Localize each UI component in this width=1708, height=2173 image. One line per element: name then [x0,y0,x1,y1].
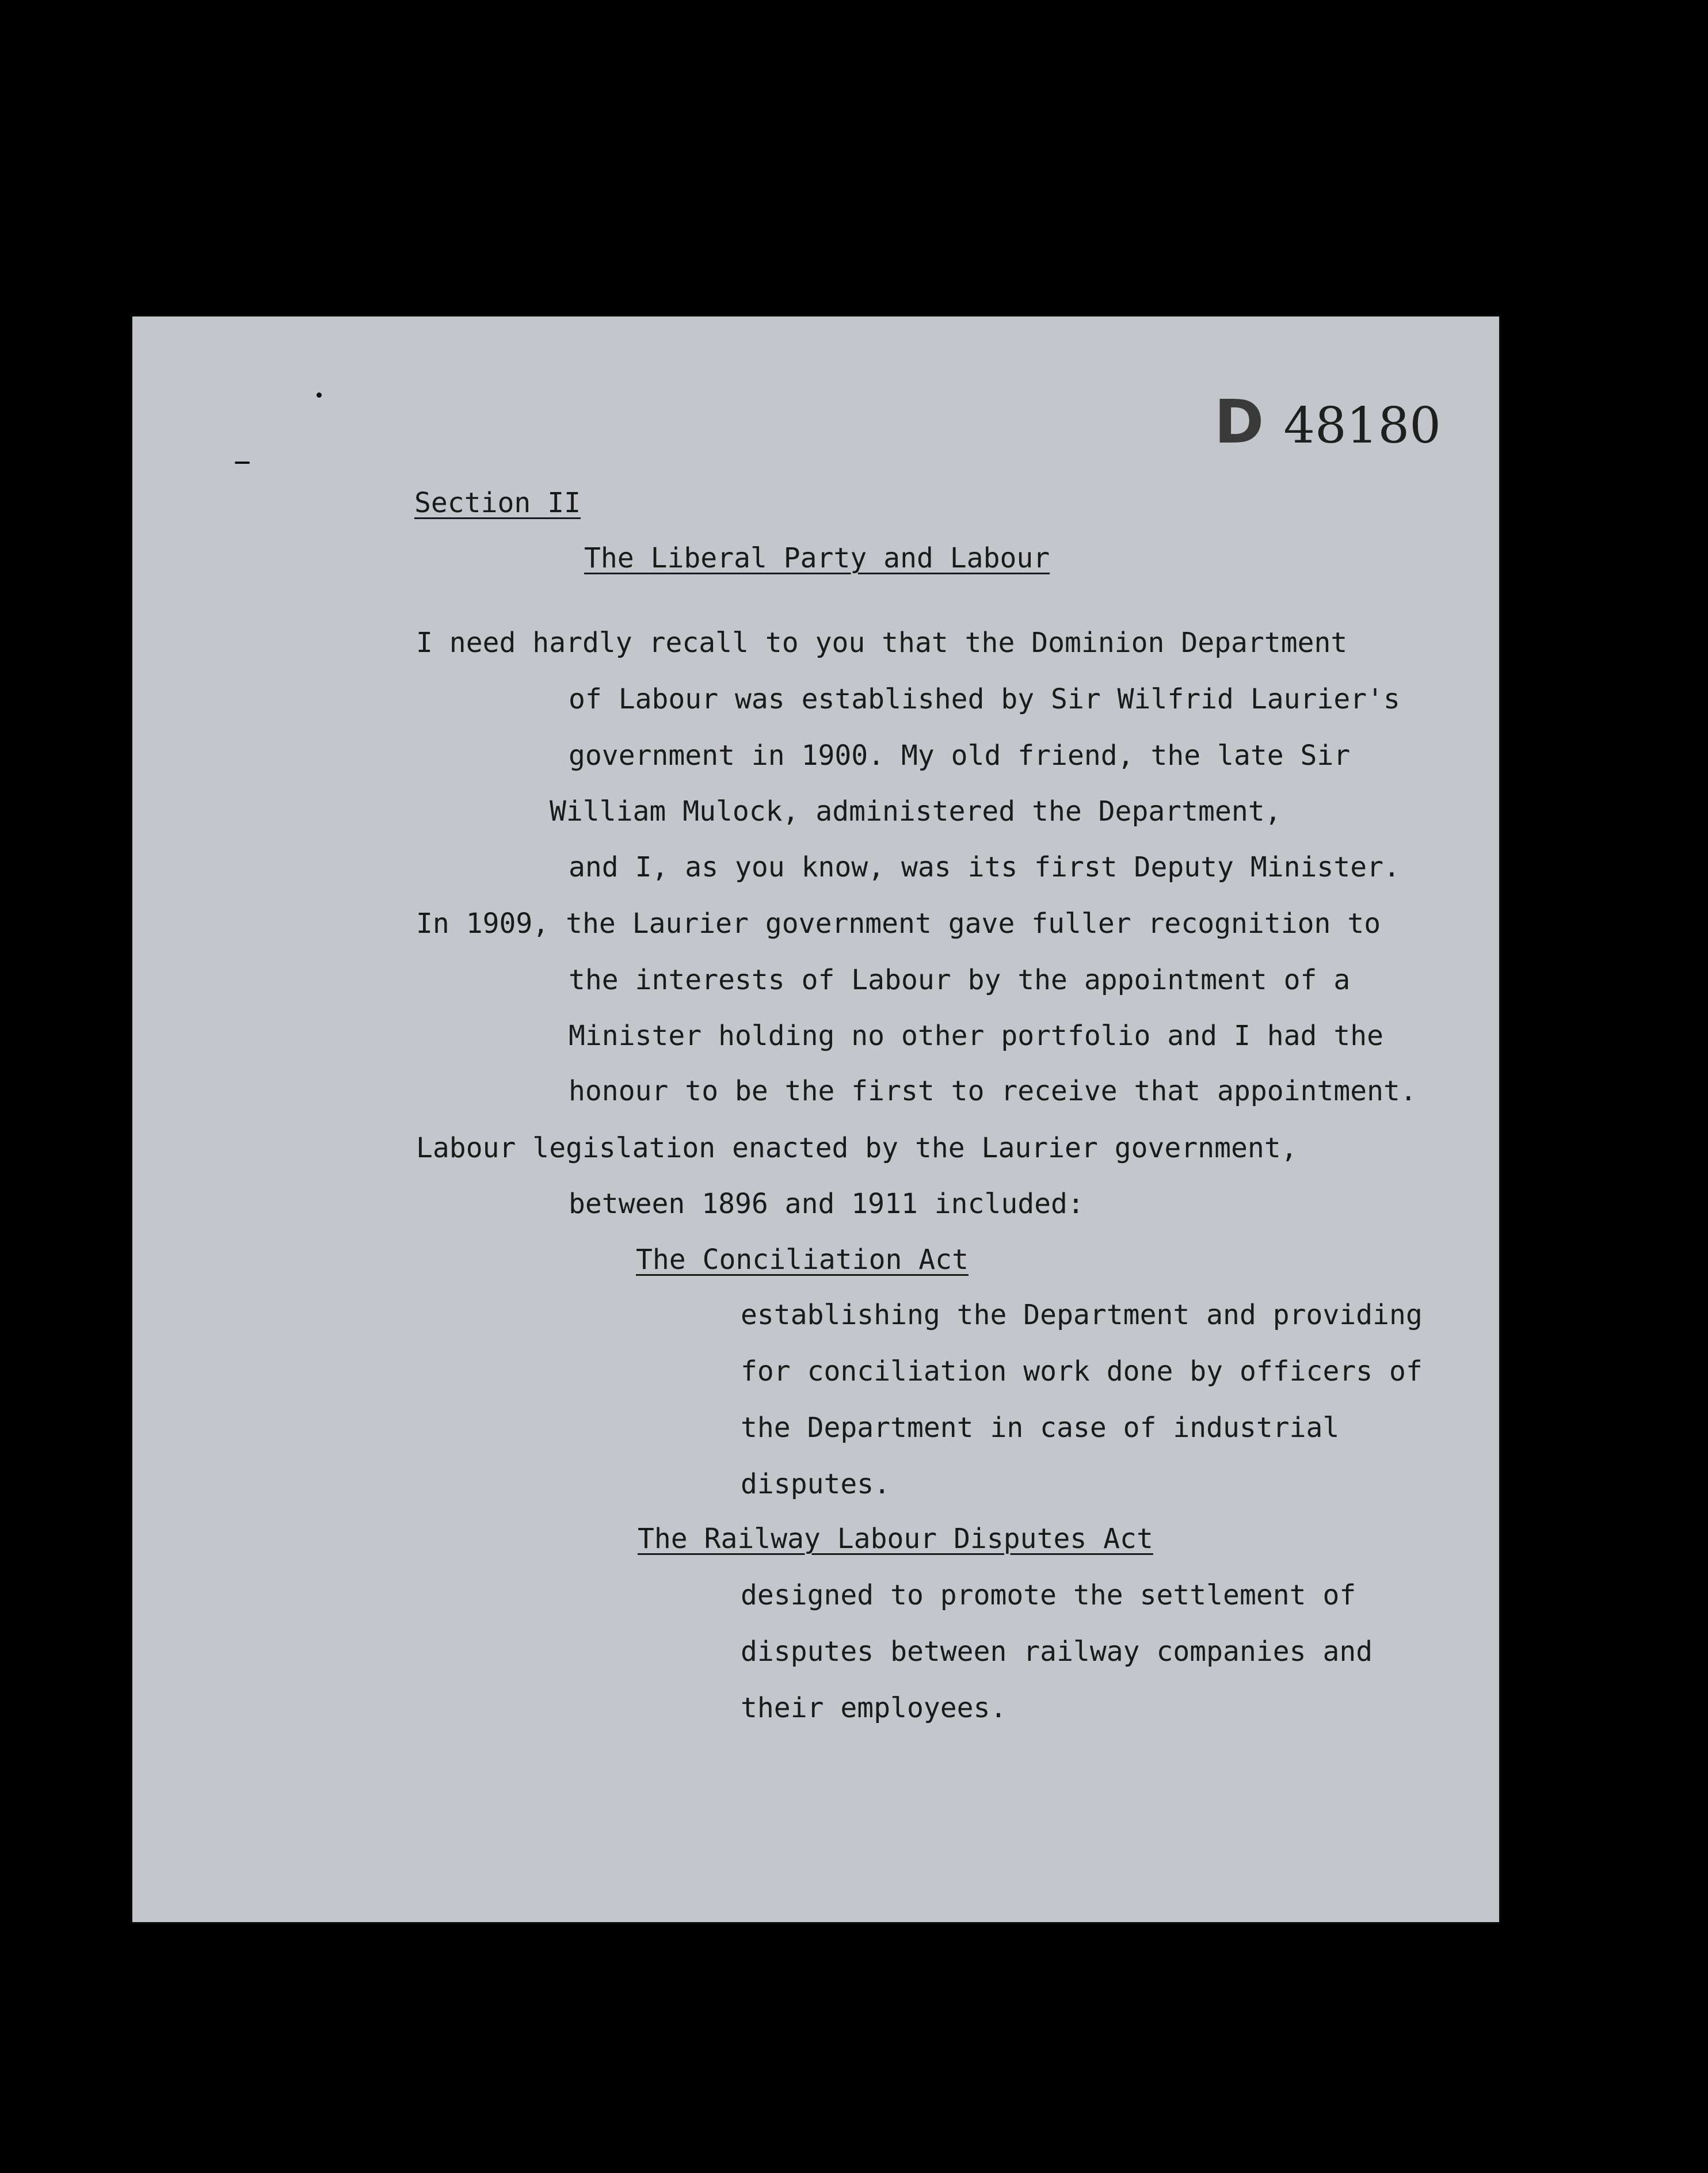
body-line: government in 1900. My old friend, the late Sir [569,739,1351,772]
body-line: the interests of Labour by the appointment of a [569,964,1351,996]
act-title: The Railway Labour Disputes Act [638,1523,1153,1555]
document-title: The Liberal Party and Labour [584,542,1050,574]
stamp-letter: D [1214,387,1264,457]
act-description-line: establishing the Department and providing [741,1299,1423,1331]
body-line: honour to be the first to receive that appointment. [569,1075,1417,1107]
body-line: Labour legislation enacted by the Laurier government, [416,1132,1298,1164]
document-page [132,317,1499,1922]
body-line: and I, as you know, was its first Deputy Minister. [569,851,1400,883]
act-description-line: for conciliation work done by officers of [741,1355,1423,1387]
section-heading: Section II [414,487,581,519]
archive-stamp [1214,387,1441,457]
paper-mark [235,462,250,464]
act-description-line: disputes. [741,1468,891,1500]
stamp-number: 48180 [1283,397,1441,455]
act-description-line: the Department in case of industrial [741,1412,1340,1444]
body-line: I need hardly recall to you that the Dominion Department [416,627,1348,659]
body-line: between 1896 and 1911 included: [569,1188,1084,1220]
body-line: of Labour was established by Sir Wilfrid Laurier's [569,683,1400,715]
act-title: The Conciliation Act [636,1244,969,1276]
act-description-line: designed to promote the settlement of [741,1579,1356,1611]
body-line: William Mulock, administered the Department, [550,795,1282,828]
body-line: Minister holding no other portfolio and I had the [569,1020,1384,1052]
body-line: In 1909, the Laurier government gave fuller recognition to [416,908,1381,940]
act-description-line: their employees. [741,1692,1007,1724]
act-description-line: disputes between railway companies and [741,1636,1373,1668]
paper-speck [317,392,322,398]
